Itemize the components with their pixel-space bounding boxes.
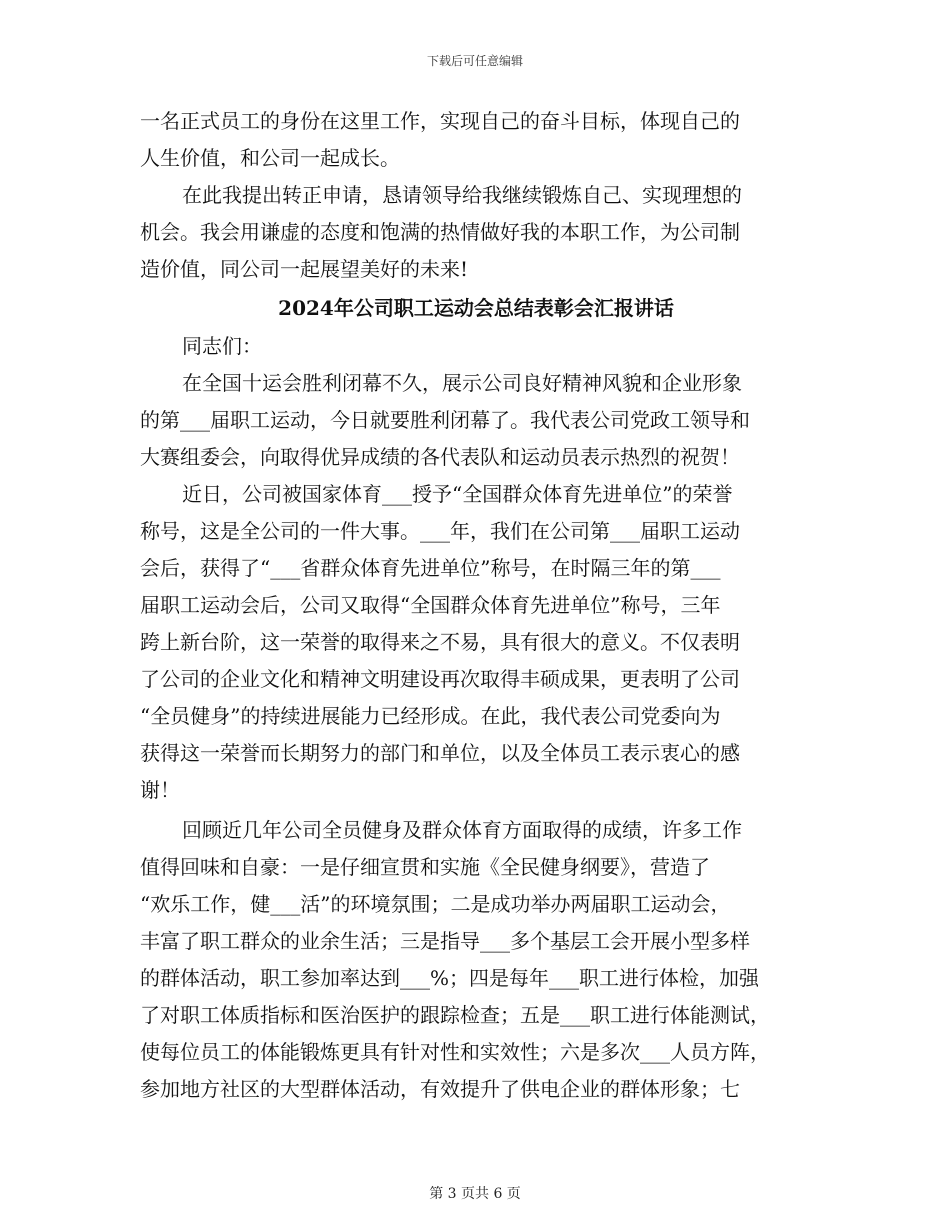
salutation: 同志们： — [182, 334, 262, 358]
paragraph-line: 一名正式员工的身份在这里工作，实现自己的奋斗目标，体现自己的 — [140, 109, 740, 133]
paragraph-line: 的群体活动，职工参加率达到___%；四是每年___职工进行体检，加强 — [140, 966, 760, 990]
page-header: 下载后可任意编辑 — [426, 54, 523, 68]
paragraph-line: 届职工运动会后，公司又取得“全国群众体育先进单位”称号，三年 — [140, 593, 721, 617]
paragraph-line: “欢乐工作，健___活”的环境氛围；二是成功举办两届职工运动会， — [140, 892, 731, 916]
paragraph-line: 称号，这是全公司的一件大事。___年，我们在公司第___届职工运动 — [140, 519, 740, 543]
paragraph-line: 机会。我会用谦虚的态度和饱满的热情做好我的本职工作，为公司制 — [140, 220, 740, 244]
paragraph-line: 值得回味和自豪：一是仔细宣贯和实施《全民健身纲要》，营造了 — [140, 855, 710, 879]
page-footer: 第 3 页共 6 页 — [429, 1186, 521, 1202]
section-title: 2024年公司职工运动会总结表彰会汇报讲话 — [278, 296, 674, 320]
paragraph-line: “全员健身”的持续进展能力已经形成。在此，我代表公司党委向为 — [140, 704, 721, 728]
paragraph-line: 在全国十运会胜利闭幕不久，展示公司良好精神风貌和企业形象 — [182, 371, 742, 395]
paragraph-line: 了公司的企业文化和精神文明建设再次取得丰硕成果，更表明了公司 — [140, 667, 740, 691]
paragraph-line: 丰富了职工群众的业余生活；三是指导___多个基层工会开展小型多样 — [140, 929, 750, 953]
paragraph-line: 大赛组委会，向取得优异成绩的各代表队和运动员表示热烈的祝贺！ — [140, 445, 740, 469]
paragraph-line: 参加地方社区的大型群体活动，有效提升了供电企业的群体形象；七 — [140, 1077, 740, 1101]
paragraph-line: 了对职工体质指标和医治医护的跟踪检查；五是___职工进行体能测试， — [140, 1003, 770, 1027]
paragraph-line: 的第___届职工运动，今日就要胜利闭幕了。我代表公司党政工领导和 — [140, 408, 750, 432]
paragraph-line: 人生价值，和公司一起成长。 — [140, 146, 400, 170]
paragraph-line: 在此我提出转正申请，恳请领导给我继续锻炼自己、实现理想的 — [182, 183, 742, 207]
paragraph-line: 使每位员工的体能锻炼更具有针对性和实效性；六是多次___人员方阵， — [140, 1040, 770, 1064]
document-body — [140, 103, 812, 1108]
paragraph-line: 近日，公司被国家体育___授予“全国群众体育先进单位”的荣誉 — [182, 482, 733, 506]
paragraph-line: 回顾近几年公司全员健身及群众体育方面取得的成绩，许多工作 — [182, 818, 742, 842]
paragraph-line: 跨上新台阶，这一荣誉的取得来之不易，具有很大的意义。不仅表明 — [140, 630, 740, 654]
paragraph-line: 造价值，同公司一起展望美好的未来! — [140, 257, 469, 281]
paragraph-line: 会后，获得了“___省群众体育先进单位”称号，在时隔三年的第___ — [140, 556, 721, 580]
paragraph-line: 获得这一荣誉而长期努力的部门和单位，以及全体员工表示衷心的感 — [140, 741, 740, 765]
paragraph-line: 谢！ — [140, 778, 180, 802]
